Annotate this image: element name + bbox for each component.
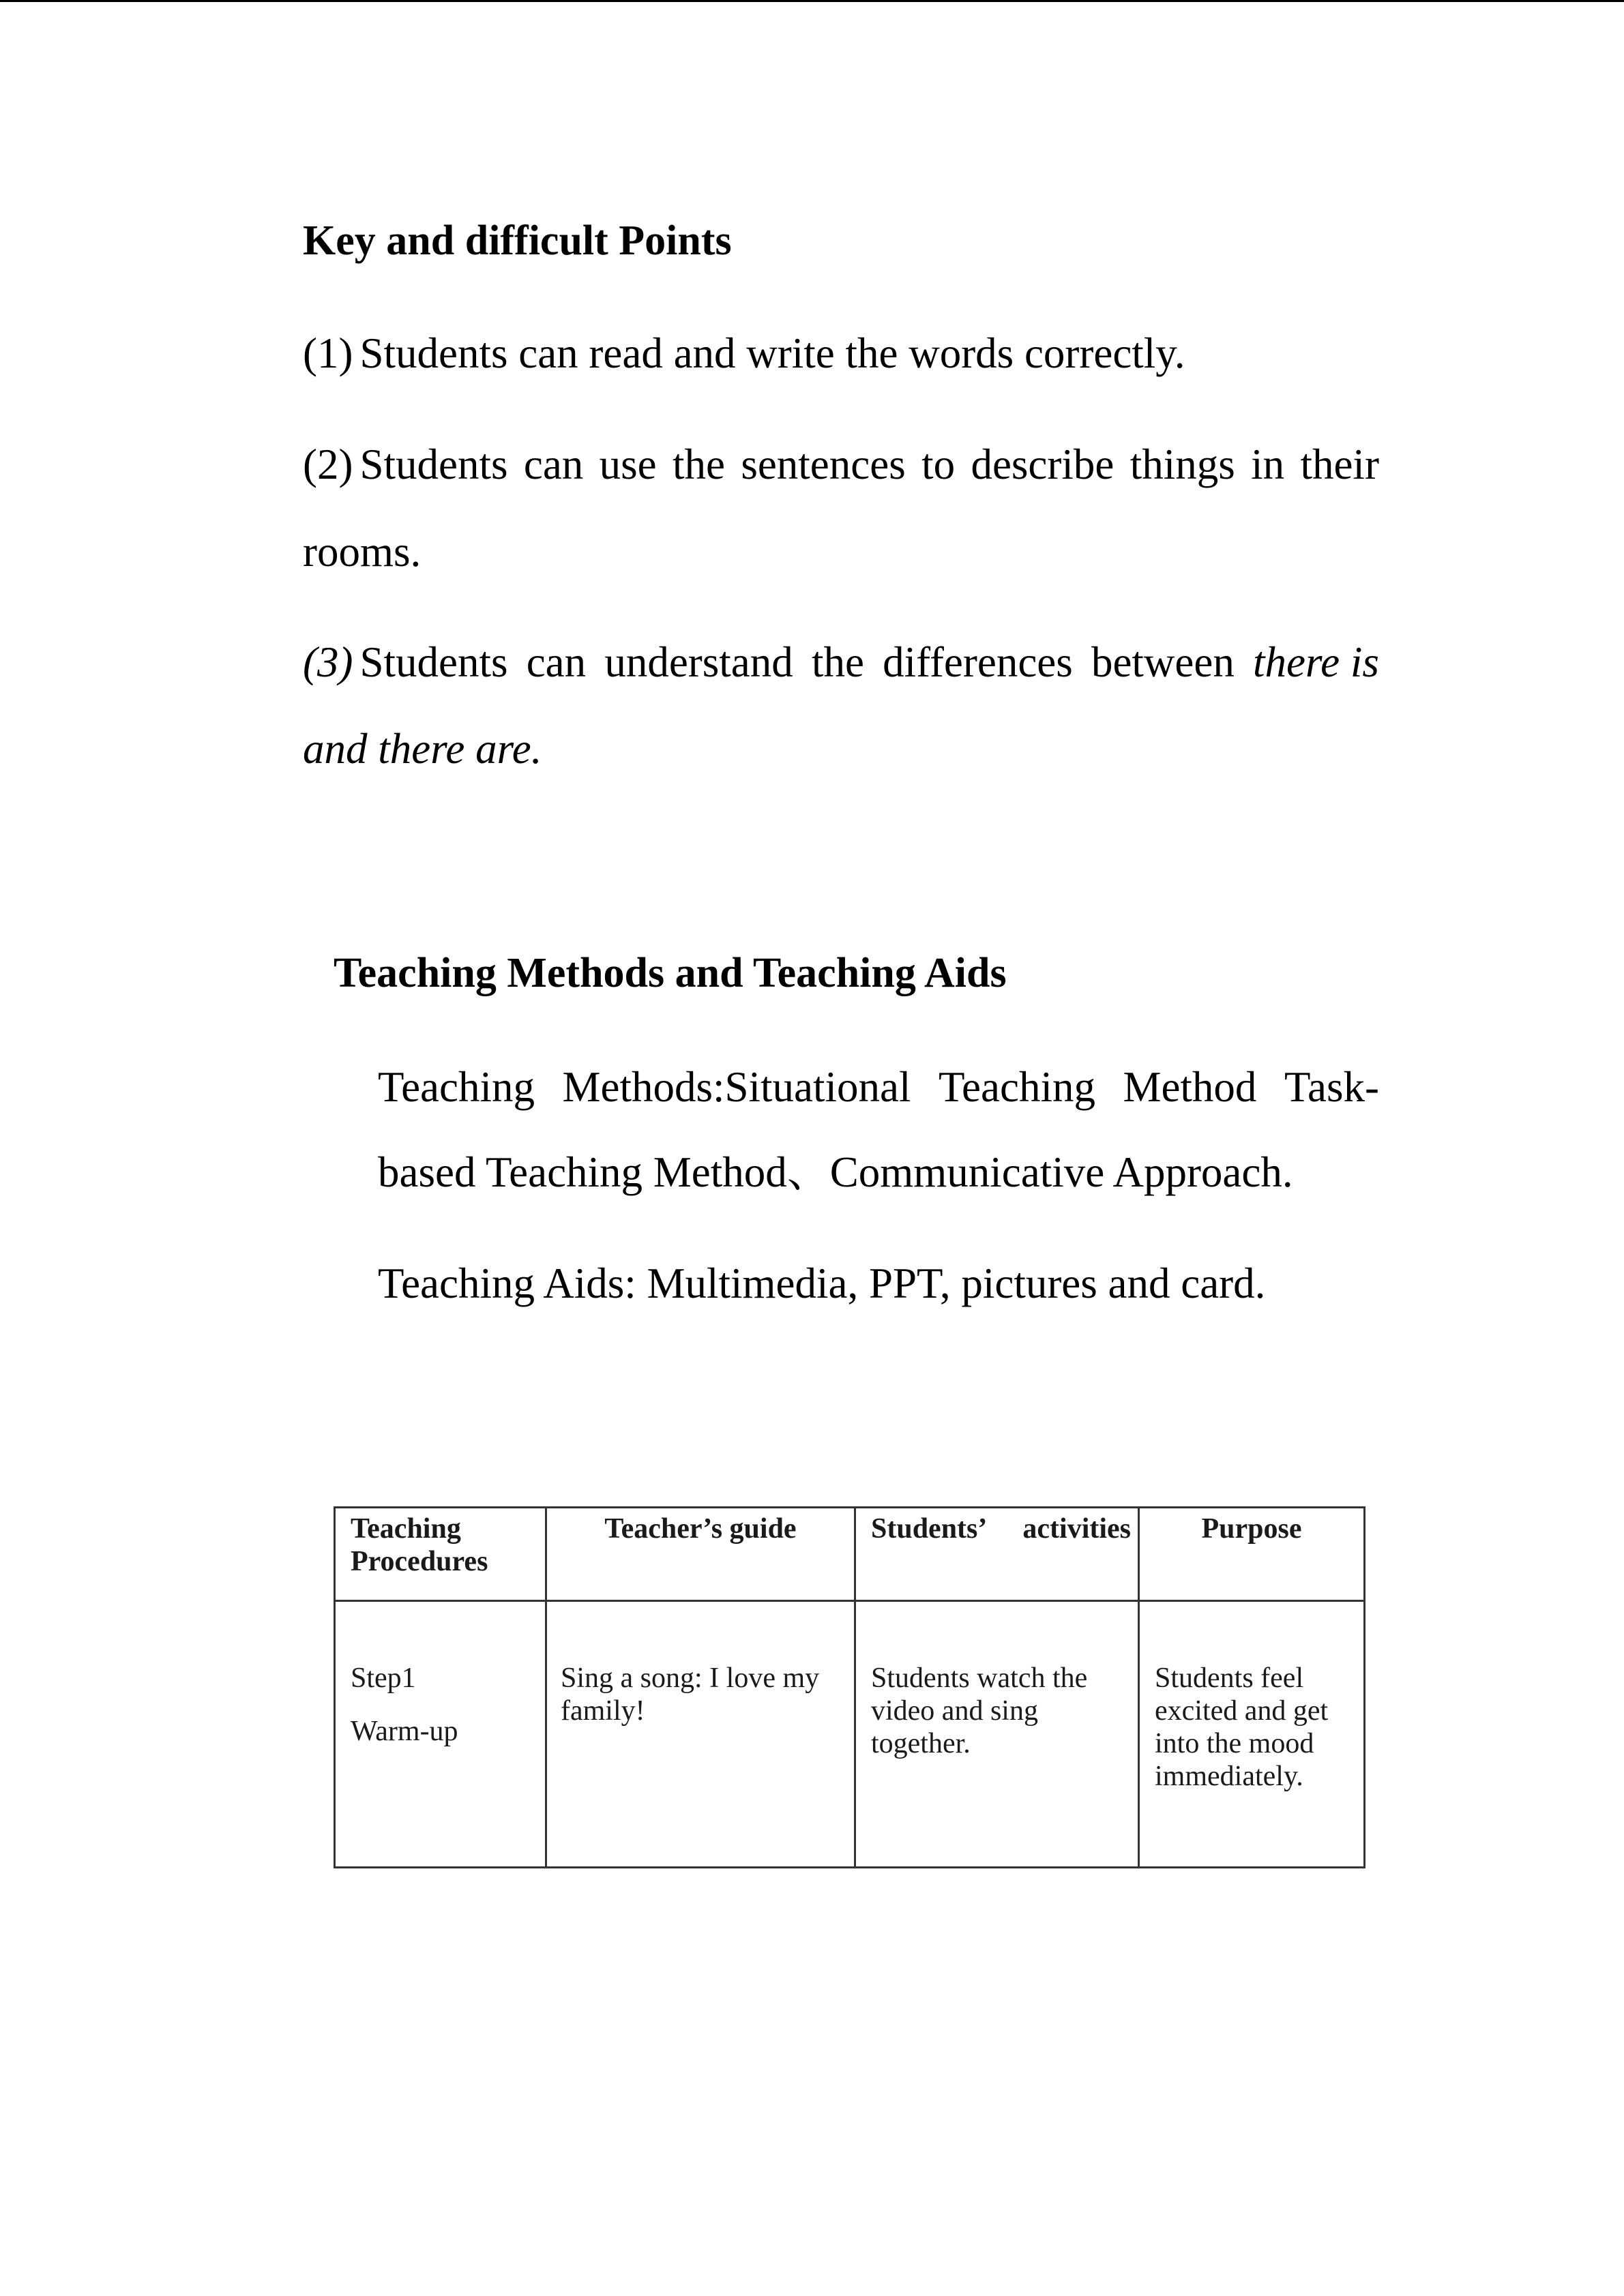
key-point-2-word: describe bbox=[971, 441, 1114, 488]
key-point-3-word: between bbox=[1091, 638, 1235, 686]
header-teacher-guide: Teacher’s guide bbox=[546, 1508, 855, 1601]
header-procedures-line2: Procedures bbox=[351, 1546, 488, 1577]
key-point-2-word: can bbox=[523, 441, 584, 488]
methods-word: Methods:Situational bbox=[562, 1063, 911, 1111]
key-point-3-word: understand bbox=[604, 638, 793, 686]
key-point-1 bbox=[303, 329, 1185, 377]
key-point-1-number: (1) bbox=[303, 329, 353, 377]
top-border-line bbox=[0, 0, 1624, 2]
methods-line-2: based Teaching Method、Communicative Approach. bbox=[378, 1148, 1293, 1196]
key-point-3-word: Students bbox=[359, 638, 508, 686]
key-point-3-word: can bbox=[526, 638, 587, 686]
key-point-3-continuation: and there are. bbox=[303, 725, 542, 773]
key-point-3 bbox=[303, 638, 1379, 686]
stage-label: Warm-up bbox=[351, 1716, 458, 1747]
key-point-2-word: their bbox=[1300, 441, 1379, 488]
key-point-2-number: (2) bbox=[303, 441, 353, 488]
key-point-3-word: differences bbox=[883, 638, 1073, 686]
methods-word: Method bbox=[1123, 1063, 1257, 1111]
methods-line-1 bbox=[378, 1063, 1379, 1111]
key-point-2-word: Students bbox=[359, 441, 508, 488]
key-points-heading: Key and difficult Points bbox=[303, 218, 732, 264]
cell-step bbox=[335, 1601, 546, 1868]
cell-purpose: Students feel excited and get into the mood immediately. bbox=[1139, 1601, 1365, 1868]
key-point-1-text: Students can read and write the words correctly. bbox=[359, 329, 1185, 377]
header-activities-part-b: activities bbox=[1022, 1513, 1131, 1545]
table-row bbox=[335, 1601, 1365, 1868]
key-point-2-word: sentences bbox=[741, 441, 906, 488]
step-label: Step1 bbox=[351, 1663, 416, 1694]
key-point-3-number: (3) bbox=[303, 638, 353, 686]
key-point-3-number-first bbox=[303, 638, 508, 686]
header-procedures-line1: Teaching bbox=[351, 1513, 461, 1545]
header-procedures bbox=[335, 1508, 546, 1601]
teaching-aids: Teaching Aids: Multimedia, PPT, pictures and card. bbox=[378, 1259, 1266, 1307]
key-point-2-number-first bbox=[303, 443, 508, 486]
key-point-3-word: the bbox=[811, 638, 864, 686]
methods-word: Teaching bbox=[378, 1063, 535, 1111]
header-purpose: Purpose bbox=[1139, 1508, 1365, 1601]
key-point-2-word: things bbox=[1130, 441, 1235, 488]
procedures-table bbox=[334, 1506, 1365, 1868]
cell-teacher-guide: Sing a song: I love my family! bbox=[546, 1601, 855, 1868]
key-point-2 bbox=[303, 443, 1379, 486]
methods-word: Teaching bbox=[938, 1063, 1095, 1111]
table-header-row bbox=[335, 1508, 1365, 1601]
header-activities-part-a: Students’ bbox=[871, 1513, 988, 1545]
key-point-2-word: in bbox=[1251, 441, 1285, 488]
methods-heading: Teaching Methods and Teaching Aids bbox=[334, 950, 1007, 996]
header-students-activities bbox=[855, 1508, 1139, 1601]
key-point-3-italic-phrase: there is bbox=[1253, 638, 1379, 686]
cell-students-activities: Students watch the video and sing together. bbox=[855, 1601, 1139, 1868]
key-point-2-word: to bbox=[921, 441, 956, 488]
key-point-2-word: use bbox=[599, 441, 657, 488]
key-point-2-word: the bbox=[673, 441, 725, 488]
key-point-2-continuation: rooms. bbox=[303, 528, 422, 576]
methods-word: Task- bbox=[1284, 1063, 1379, 1111]
